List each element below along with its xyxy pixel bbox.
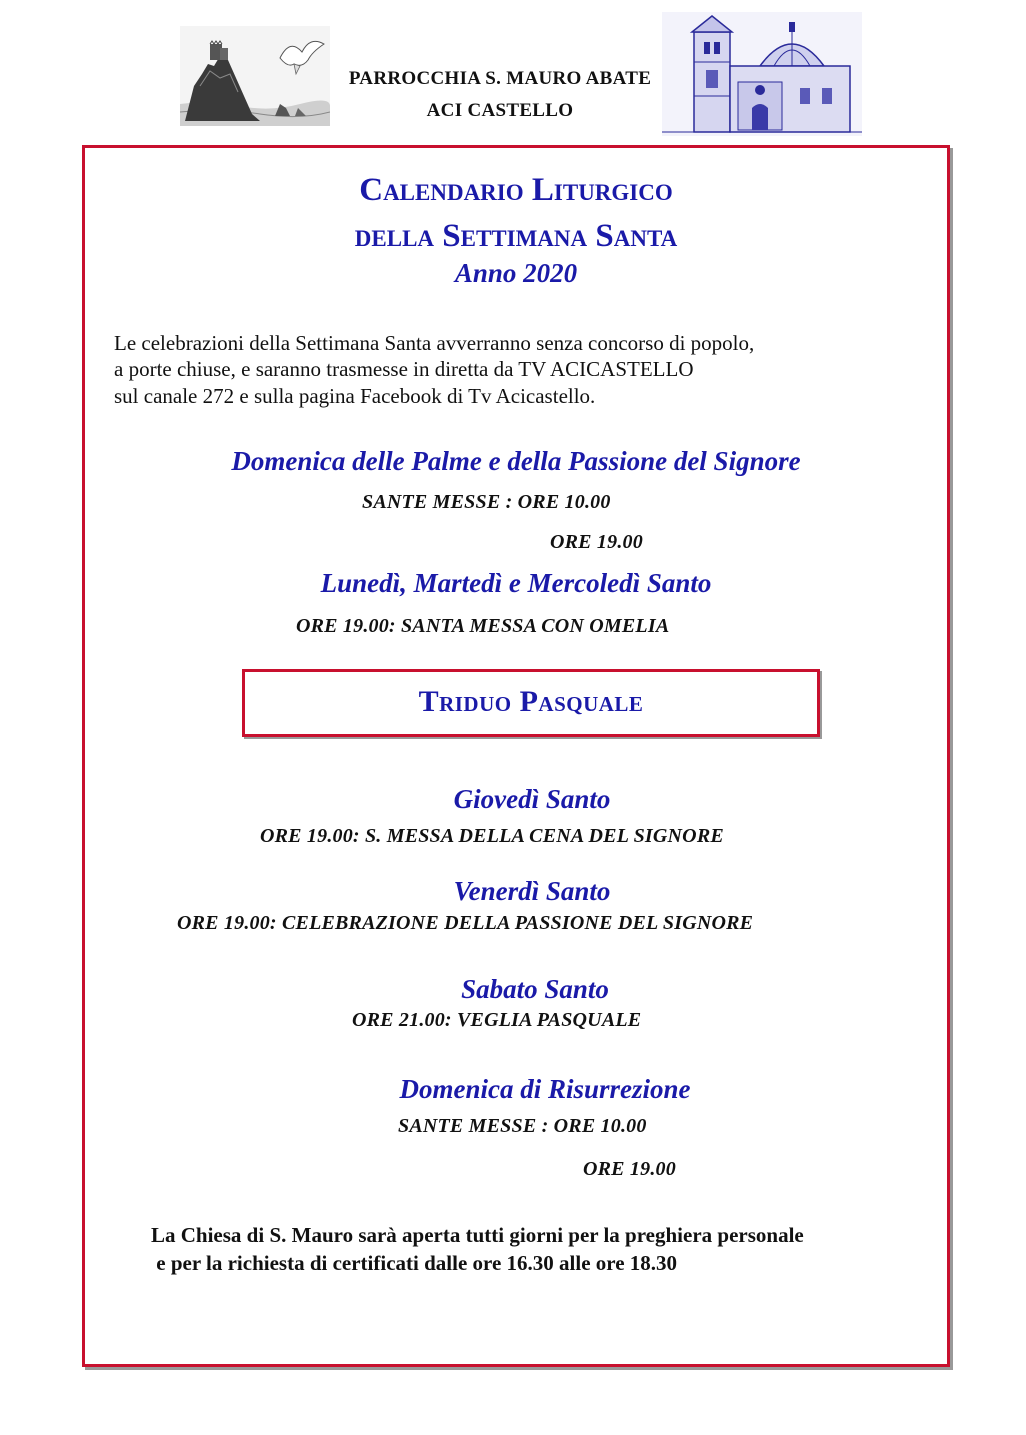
footer-line-2: e per la richiesta di certificati dalle ore 16.30 alle ore 18.30 <box>151 1251 678 1275</box>
title-year: Anno 2020 <box>454 258 578 288</box>
intro-line-2: a porte chiuse, e saranno trasmesse in diretta da TV ACICASTELLO <box>114 357 694 381</box>
title-line-1: Calendario Liturgico <box>359 172 673 208</box>
footer-line-1: La Chiesa di S. Mauro sarà aperta tutti giorni per la preghiera personale <box>151 1223 804 1247</box>
main-frame <box>82 145 950 1367</box>
venerdi-heading: Venerdì Santo <box>453 876 611 906</box>
lun-mer-heading: Lunedì, Martedì e Mercoledì Santo <box>320 568 712 598</box>
giovedi-line-1: ORE 19.00: S. MESSA DELLA CENA DEL SIGNORE <box>260 825 724 847</box>
risurrezione-masses-line-2: ORE 19.00 <box>583 1158 676 1180</box>
triduo-box <box>242 669 820 737</box>
parish-name: PARROCCHIA S. MAURO ABATE <box>348 68 652 89</box>
intro-line-1: Le celebrazioni della Settimana Santa avverranno senza concorso di popolo, <box>114 331 755 355</box>
palme-masses-line-2: ORE 19.00 <box>550 531 643 553</box>
church-illustration <box>662 12 862 136</box>
title-line-2: della Settimana Santa <box>354 218 678 254</box>
sabato-heading: Sabato Santo <box>461 974 609 1004</box>
lun-mer-line-1: ORE 19.00: SANTA MESSA CON OMELIA <box>296 615 670 637</box>
venerdi-line-1: ORE 19.00: CELEBRAZIONE DELLA PASSIONE DEL SIGNORE <box>177 912 754 934</box>
intro-line-3: sul canale 272 e sulla pagina Facebook di Tv Acicastello. <box>114 384 596 408</box>
risurrezione-heading: Domenica di Risurrezione <box>399 1074 691 1104</box>
palme-heading: Domenica delle Palme e della Passione del Signore <box>231 446 801 476</box>
sabato-line-1: ORE 21.00: VEGLIA PASQUALE <box>352 1009 642 1031</box>
parish-town: ACI CASTELLO <box>426 100 574 121</box>
palme-masses-line-1: SANTE MESSE : ORE 10.00 <box>362 491 611 513</box>
risurrezione-masses-line-1: SANTE MESSE : ORE 10.00 <box>398 1115 647 1137</box>
triduo-label: Triduo Pasquale <box>418 685 644 718</box>
giovedi-heading: Giovedì Santo <box>453 784 611 814</box>
